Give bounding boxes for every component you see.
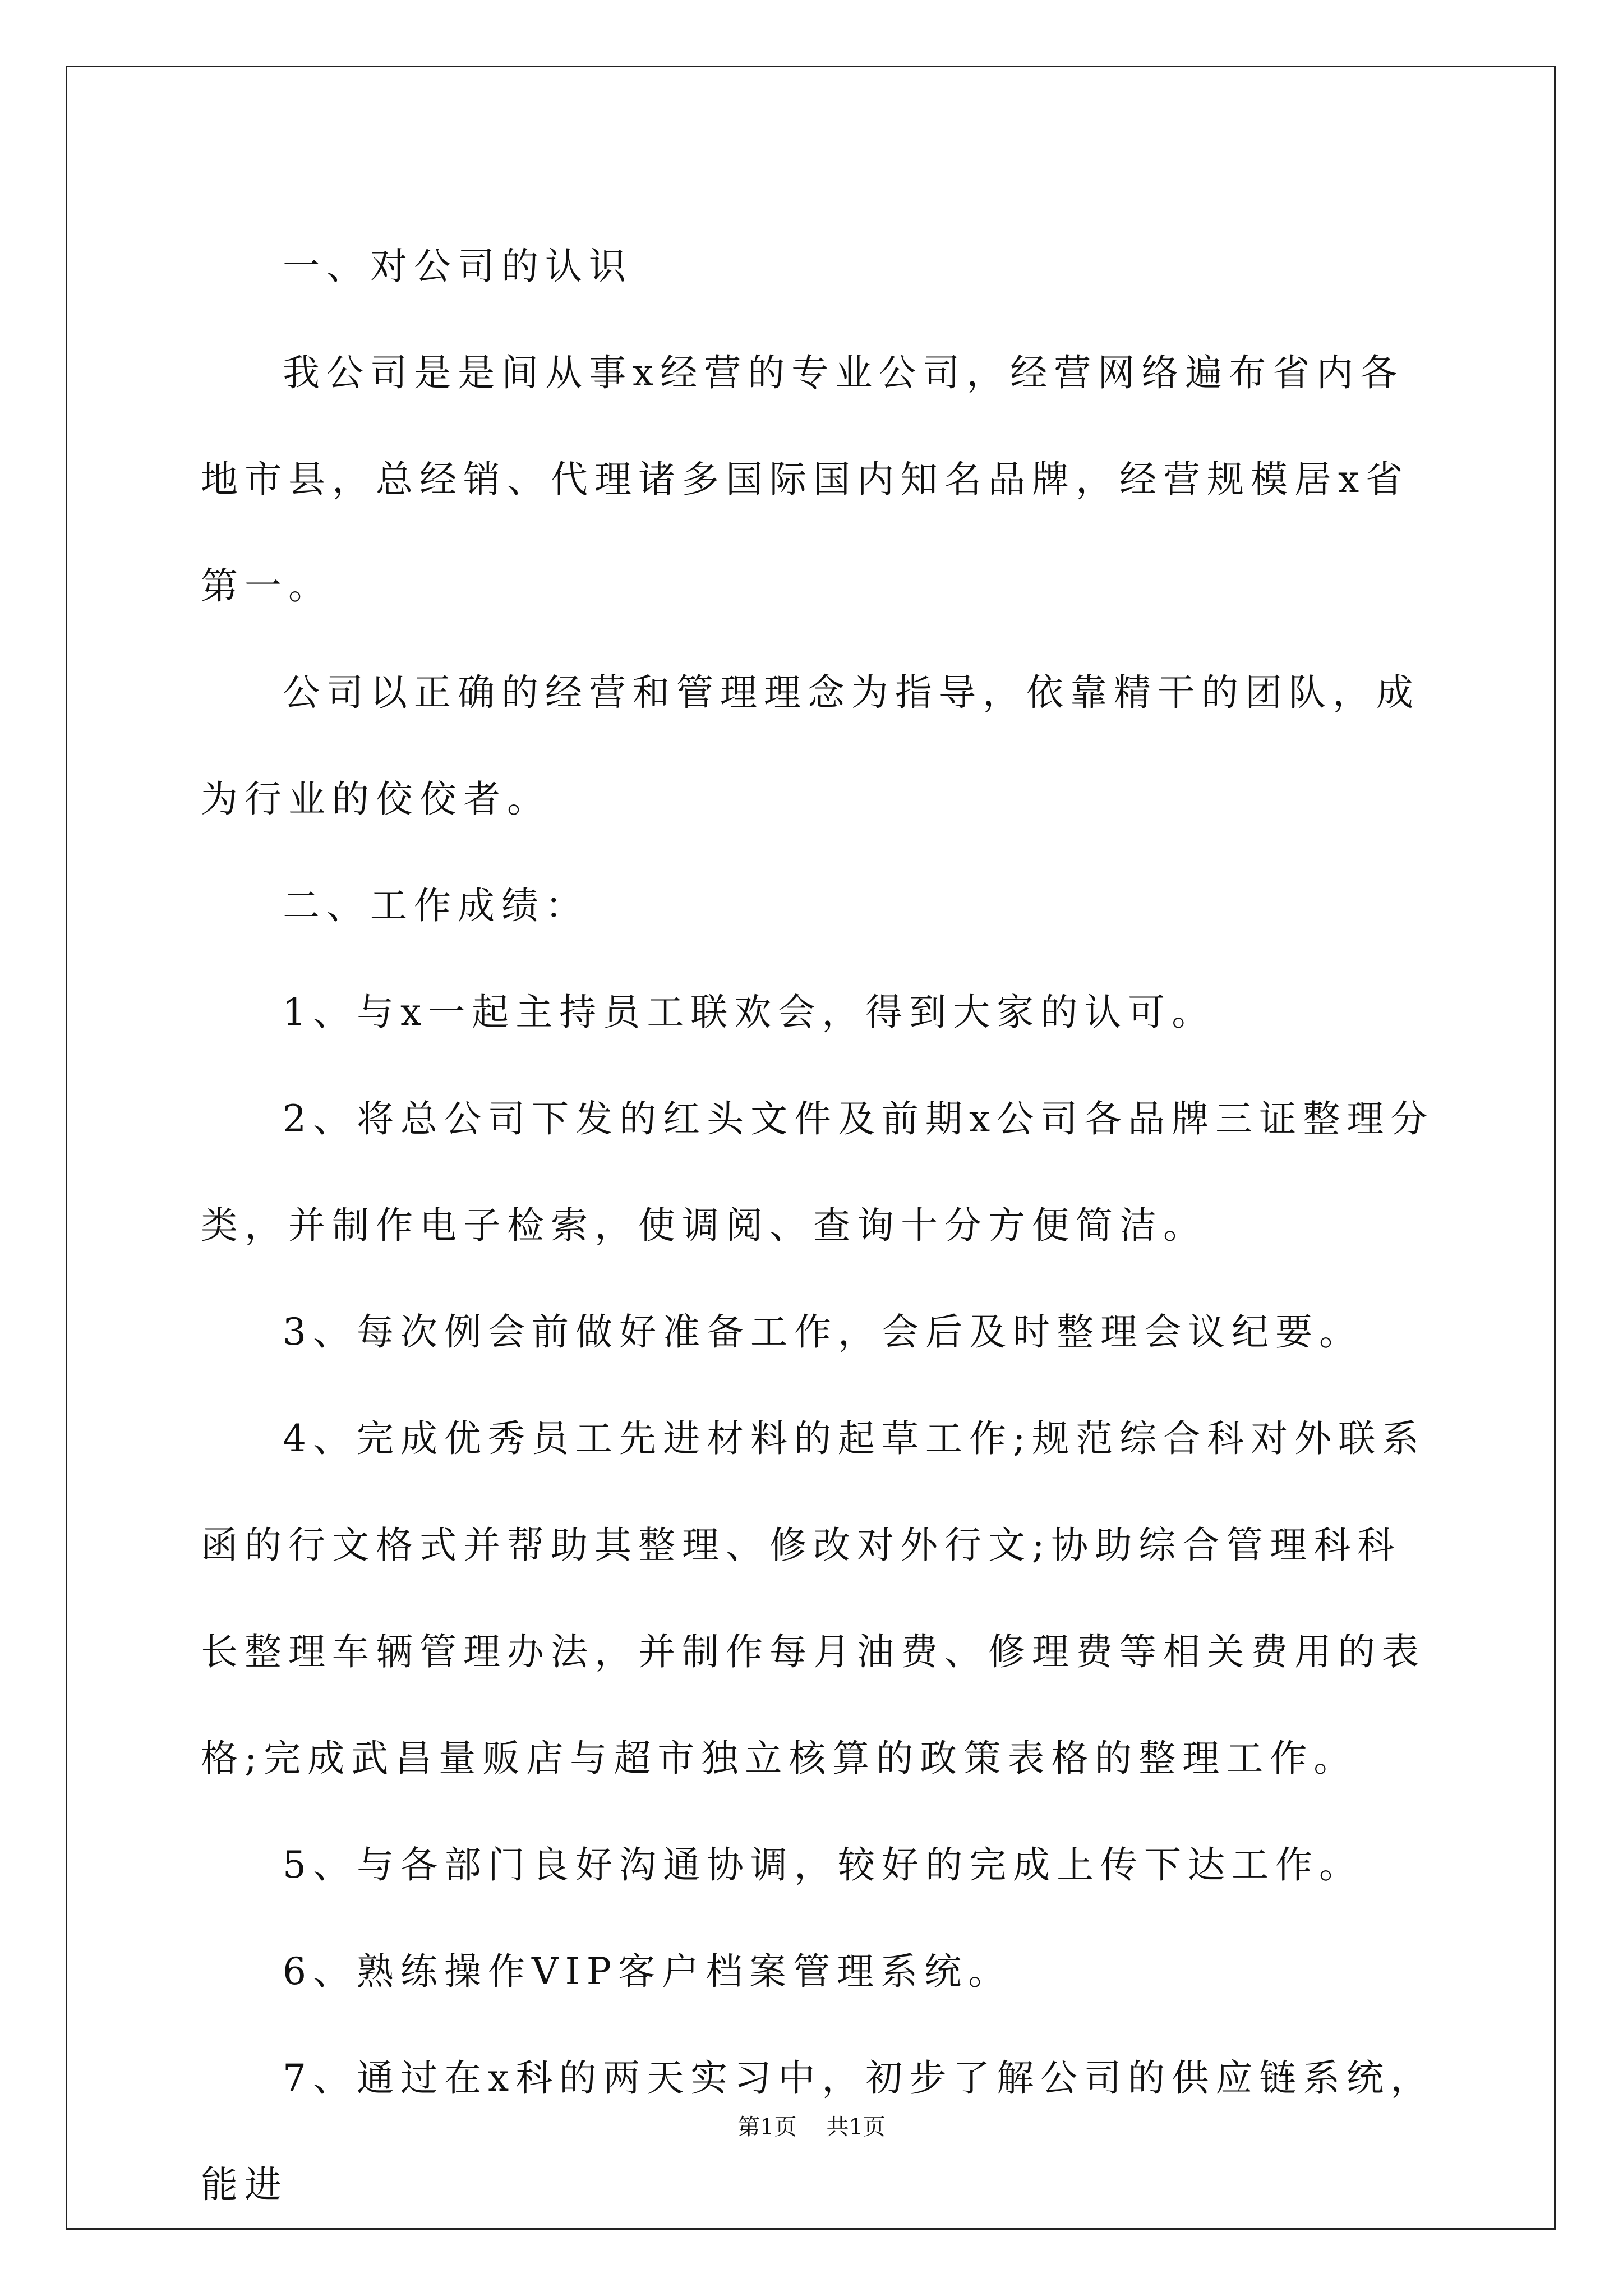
document-body [201, 213, 1435, 2238]
page-footer [0, 2109, 1623, 2141]
paragraph: 我公司是是间从事x经营的专业公司，经营网络遍布省内各地市县，总经销、代理诸多国际国内知名品牌，经营规模居x省第一。 [201, 351, 1410, 608]
section-heading: 二、工作成绩： [283, 884, 589, 927]
list-item: 3、每次例会前做好准备工作，会后及时整理会议纪要。 [283, 1310, 1363, 1354]
list-item: 1、与x一起主持员工联欢会，得到大家的认可。 [283, 991, 1216, 1034]
list-item: 7、通过在x科的两天实习中，初步了解公司的供应链系统，能进 [201, 2056, 1435, 2206]
page-number: 第1页 [737, 2114, 797, 2140]
page-total: 共1页 [826, 2114, 886, 2140]
list-item: 6、熟练操作VIP客户档案管理系统。 [283, 1950, 1012, 1993]
list-item: 2、将总公司下发的红头文件及前期x公司各品牌三证整理分类，并制作电子检索，使调阅、查询十分方便简洁。 [201, 1097, 1435, 1247]
list-item: 5、与各部门良好沟通协调，较好的完成上传下达工作。 [283, 1843, 1363, 1887]
paragraph: 公司以正确的经营和管理理念为指导，依靠精干的团队，成为行业的佼佼者。 [201, 671, 1420, 821]
section-heading: 一、对公司的认识 [283, 245, 633, 288]
list-item: 4、完成优秀员工先进材料的起草工作;规范综合科对外联系函的行文格式并帮助其整理、修改对外行文;协助综合管理科科长整理车辆管理办法，并制作每月油费、修理费等相关费用的表格;完成武昌量贩店与超市独立核算的政策表格的整理工作。 [201, 1417, 1426, 1780]
